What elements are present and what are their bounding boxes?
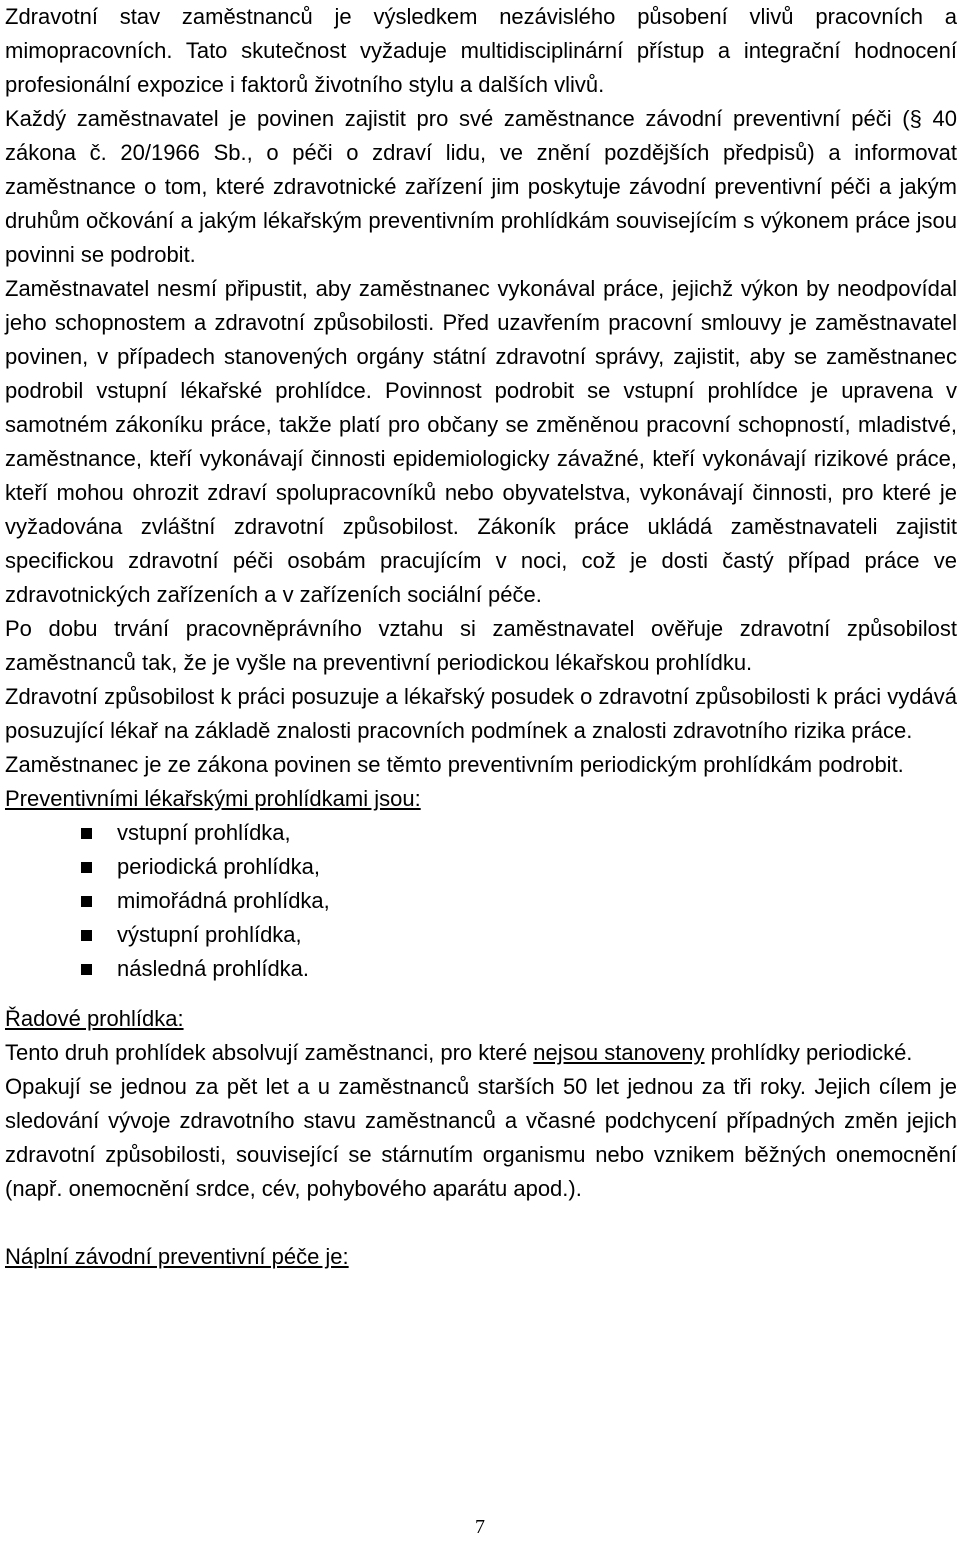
document-page	[5, 0, 957, 1274]
exam-types-list	[5, 816, 957, 986]
list-item-label: mimořádná prohlídka,	[117, 888, 330, 913]
list-item-label: výstupní prohlídka,	[117, 922, 302, 947]
page-number: 7	[475, 1516, 485, 1538]
routine-heading: Řadové prohlídka:	[5, 1006, 184, 1031]
spacer	[5, 986, 957, 1002]
square-bullet-icon	[81, 828, 92, 839]
spacer	[5, 1206, 957, 1240]
square-bullet-icon	[81, 930, 92, 941]
routine-text-underlined: nejsou stanoveny	[533, 1040, 705, 1065]
list-item-label: periodická prohlídka,	[117, 854, 321, 879]
list-item	[5, 952, 957, 986]
paragraph-employee-obligation: Zaměstnanec je ze zákona povinen se těmto preventivním periodickým prohlídkám podrobit.	[5, 752, 904, 777]
routine-text-before: Tento druh prohlídek absolvují zaměstnanci, pro které	[5, 1040, 534, 1065]
exams-heading: Preventivními lékařskými prohlídkami jsou:	[5, 786, 421, 811]
paragraph-routine-exams	[5, 1036, 957, 1070]
square-bullet-icon	[81, 862, 92, 873]
list-item-label: vstupní prohlídka,	[117, 820, 291, 845]
square-bullet-icon	[81, 896, 92, 907]
content-heading: Náplní závodní preventivní péče je:	[5, 1244, 349, 1269]
routine-text-after: prohlídky periodické.	[704, 1040, 913, 1065]
square-bullet-icon	[81, 964, 92, 975]
paragraph-fitness-assessment: Zdravotní způsobilost k práci posuzuje a lékařský posudek o zdravotní způsobilosti k práci vydává posuzující lékař na základě znalosti pracovních podmínek a znalosti zdravotního rizika práce.	[5, 684, 957, 743]
list-item	[5, 918, 957, 952]
paragraph-entry-exam: Zaměstnavatel nesmí připustit, aby zaměstnanec vykonával práce, jejichž výkon by neodpovídal jeho schopnostem a zdravotní způsobilosti. Před uzavřením pracovní smlouvy je zaměstnavatel povinen, v případech stanovených orgány státní zdravotní správy, zajistit, aby se zaměstnanec podrobil vstupní lékařské prohlídce. Povinnost podrobit se vstupní prohlídce je upravena v samotném zákoníku práce, takže platí pro občany se změněnou pracovní schopností, mladistvé, zaměstnance, kteří vykonávají činnosti epidemiologicky závažné, kteří vykonávají rizikové práce, kteří mohou ohrozit zdraví spolupracovníků nebo obyvatelstva, vykonávají činnosti, pro které je vyžadována zvláštní zdravotní způsobilost. Zákoník práce ukládá zaměstnavateli zajistit specifickou zdravotní péči osobám pracujícím v noci, což je dosti častý případ práce ve zdravotnických zařízeních a v zařízeních sociální péče.	[5, 276, 957, 607]
list-item	[5, 816, 957, 850]
paragraph-routine-frequency: Opakují se jednou za pět let a u zaměstnanců starších 50 let jednou za tři roky. Jejich cílem je sledování vývoje zdravotního stavu zaměstnanců a včasné podchycení případných změn jejich zdravotní způsobilosti, související se stárnutím organismu nebo vznikem běžných onemocnění (např. onemocnění srdce, cév, pohybového aparátu apod.).	[5, 1074, 957, 1201]
paragraph-health-status: Zdravotní stav zaměstnanců je výsledkem nezávislého působení vlivů pracovních a mimopracovních. Tato skutečnost vyžaduje multidisciplinární přístup a integrační hodnocení profesionální expozice i faktorů životního stylu a dalších vlivů.	[5, 4, 957, 97]
list-item	[5, 850, 957, 884]
paragraph-periodic-verification: Po dobu trvání pracovněprávního vztahu si zaměstnavatel ověřuje zdravotní způsobilost zaměstnanců tak, že je vyšle na preventivní periodickou lékařskou prohlídku.	[5, 616, 957, 675]
list-item	[5, 884, 957, 918]
list-item-label: následná prohlídka.	[117, 956, 310, 981]
paragraph-employer-duty: Každý zaměstnavatel je povinen zajistit pro své zaměstnance závodní preventivní péči (§ 40 zákona č. 20/1966 Sb., o péči o zdraví lidu, ve znění pozdějších předpisů) a informovat zaměstnance o tom, které zdravotnické zařízení jim poskytuje závodní preventivní péči a jakým druhům očkování a jakým lékařským preventivním prohlídkám souvisejícím s výkonem práce jsou povinni se podrobit.	[5, 106, 957, 267]
